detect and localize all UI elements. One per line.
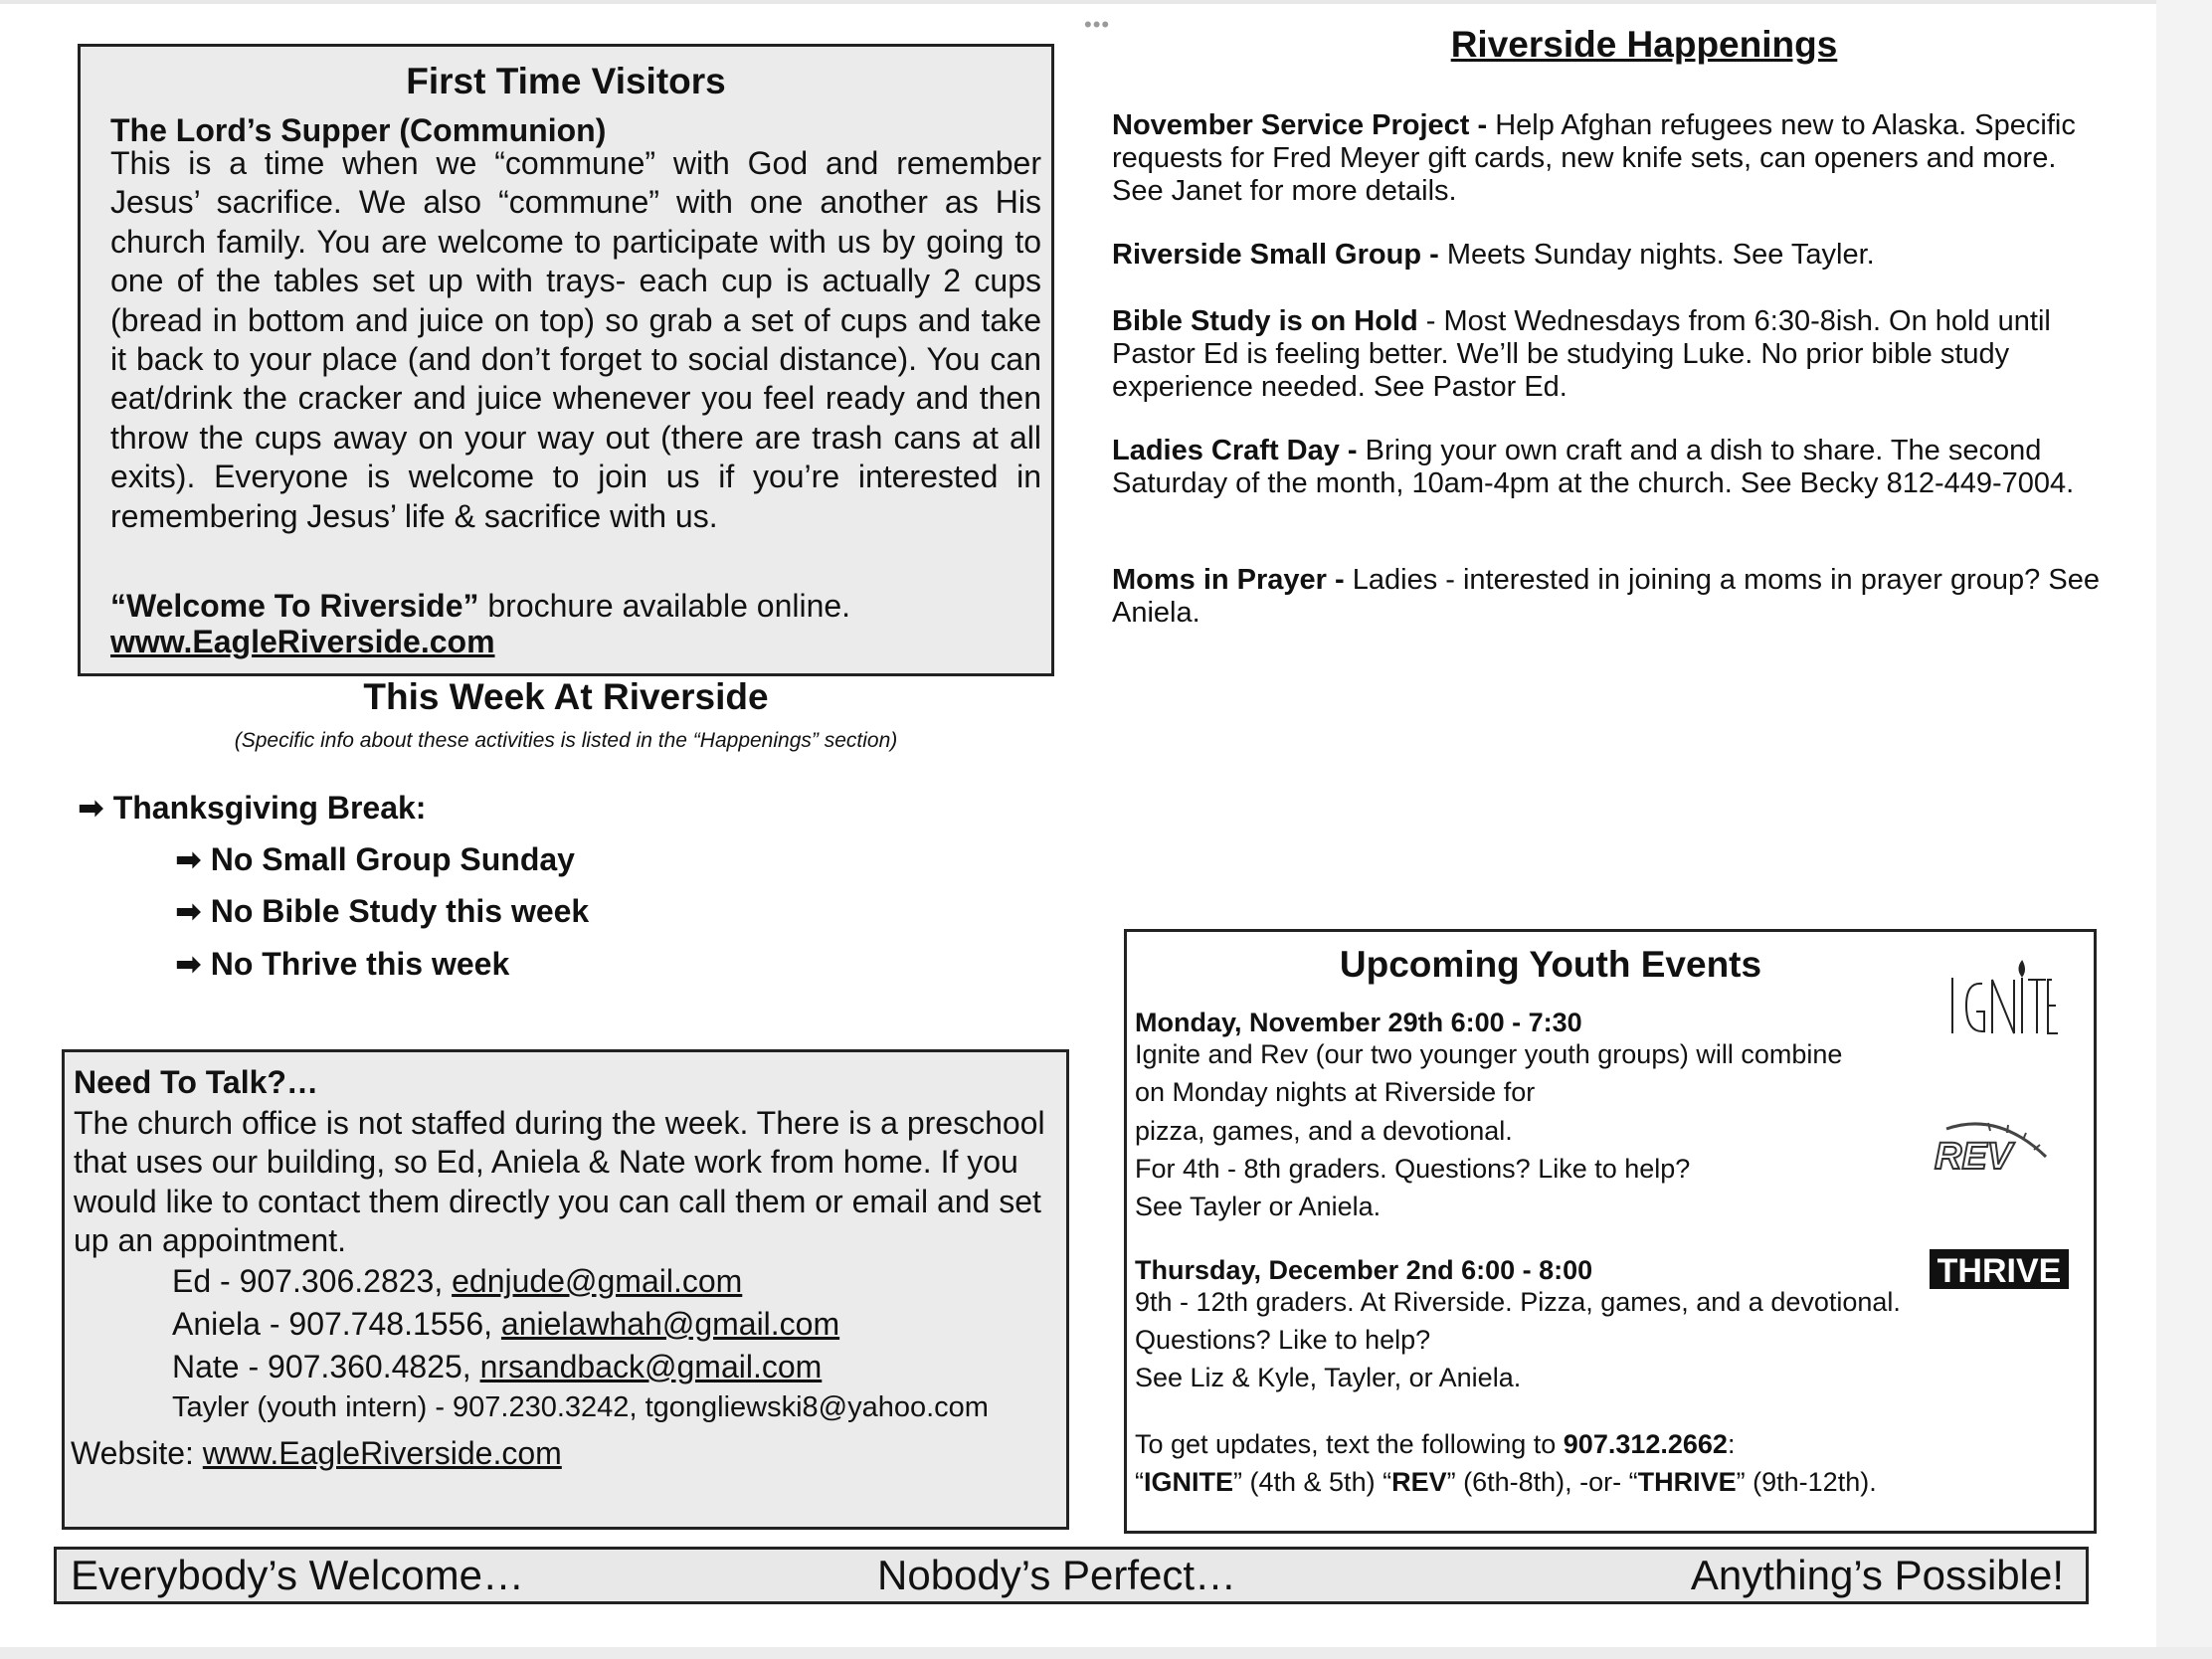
week-item-small-group: ➡ No Small Group Sunday <box>175 841 575 877</box>
arrow-right-icon: ➡ <box>78 790 104 826</box>
happening-service-project: November Service Project - Help Afghan refugees new to Alaska. Specific requests for Fred Meyer gift cards, new knife sets, can openers and more. See Janet for more details. <box>1112 109 2076 207</box>
thrive-logo <box>1929 1245 2070 1293</box>
rev-logo <box>1929 1117 2058 1177</box>
need-to-talk-box <box>62 1049 1069 1530</box>
updates-line: To get updates, text the following to 907.312.2662: <box>1135 1429 1736 1459</box>
footer-center-text: Nobody’s Perfect… <box>877 1552 1237 1598</box>
email-tayler: tgongliewski8@yahoo.com <box>645 1391 989 1423</box>
week-item-thanksgiving: ➡ Thanksgiving Break: <box>78 790 427 826</box>
this-week-title: This Week At Riverside <box>363 676 769 717</box>
arrow-right-icon: ➡ <box>175 893 202 929</box>
talk-website-line: Website: www.EagleRiverside.com <box>71 1435 562 1471</box>
email-link-nate[interactable]: nrsandback@gmail.com <box>479 1349 823 1384</box>
email-link-ed[interactable]: ednjude@gmail.com <box>452 1263 743 1299</box>
right-margin <box>2156 0 2212 1659</box>
week-item-bible-study: ➡ No Bible Study this week <box>175 893 590 929</box>
happening-small-group: Riverside Small Group - Meets Sunday nights. See Tayler. <box>1112 239 1875 271</box>
event1-line: Ignite and Rev (our two younger youth groups) will combine <box>1135 1039 1843 1069</box>
need-to-talk-title: Need To Talk?… <box>74 1064 318 1100</box>
more-options-icon[interactable]: ••• <box>1084 12 1111 37</box>
footer-left-text: Everybody’s Welcome… <box>71 1552 524 1598</box>
talk-website-link[interactable]: www.EagleRiverside.com <box>202 1435 562 1471</box>
happening-moms-in-prayer: Moms in Prayer - Ladies - interested in joining a moms in prayer group? See Aniela. <box>1112 564 2100 629</box>
contact-ed: Ed - 907.306.2823, ednjude@gmail.com <box>172 1263 743 1299</box>
footer-banner <box>54 1547 2089 1604</box>
ignite-logo <box>1931 952 2060 1041</box>
event1-line: See Tayler or Aniela. <box>1135 1192 1382 1221</box>
updates-codes-line: “IGNITE” (4th & 5th) “REV” (6th-8th), -or- “THRIVE” (9th-12th). <box>1135 1467 1877 1497</box>
youth-events-box <box>1124 929 2097 1534</box>
happenings-title: Riverside Happenings <box>1450 24 1838 65</box>
event1-line: pizza, games, and a devotional. <box>1135 1116 1513 1146</box>
svg-text:THRIVE: THRIVE <box>1936 1252 2062 1290</box>
happening-bible-study: Bible Study is on Hold - Most Wednesdays from 6:30-8ish. On hold until Pastor Ed is feeling better. We’ll be studying Luke. No prior bible study experience needed. See Pastor Ed. <box>1112 305 2051 403</box>
youth-events-title: Upcoming Youth Events <box>1339 944 1762 985</box>
this-week-note: (Specific info about these activities is listed in the “Happenings” section) <box>234 729 898 752</box>
event1-line: on Monday nights at Riverside for <box>1135 1077 1536 1107</box>
contact-tayler: Tayler (youth intern) - 907.230.3242, tgongliewski8@yahoo.com <box>172 1391 989 1423</box>
welcome-brochure-line <box>110 588 850 625</box>
welcome-brochure-text: brochure available online. <box>478 588 851 624</box>
event2-line: Questions? Like to help? <box>1135 1325 1431 1355</box>
event1-line: For 4th - 8th graders. Questions? Like to help? <box>1135 1154 1691 1184</box>
visitors-website-link[interactable]: www.EagleRiverside.com <box>110 624 495 659</box>
email-link-aniela[interactable]: anielawhah@gmail.com <box>500 1306 840 1342</box>
event2-heading: Thursday, December 2nd 6:00 - 8:00 <box>1135 1255 1593 1285</box>
welcome-brochure-title: “Welcome To Riverside” <box>110 588 479 624</box>
event2-line: See Liz & Kyle, Tayler, or Aniela. <box>1135 1363 1522 1392</box>
svg-text:REV: REV <box>1935 1136 2013 1177</box>
need-to-talk-paragraph: The church office is not staffed during the week. There is a preschool that uses our building, so Ed, Aniela & Nate work from home. If you would like to contact them directly you can call them or email and set up an appointment. <box>74 1105 1045 1258</box>
event2-line: 9th - 12th graders. At Riverside. Pizza, games, and a devotional. <box>1135 1287 1901 1317</box>
arrow-right-icon: ➡ <box>175 841 202 877</box>
visitors-title: First Time Visitors <box>406 61 726 101</box>
contact-nate: Nate - 907.360.4825, nrsandback@gmail.com <box>172 1349 823 1384</box>
communion-paragraph: This is a time when we “commune” with God and remember Jesus’ sacrifice. We also “commune” with one another as His church family. You are welcome to participate with us by going to one of the tables set up with trays- each cup is actually 2 cups (bread in bottom and juice on top) so grab a set of cups and take it back to your place (and don’t forget to social distance). You can eat/drink the cracker and juice whenever you feel ready and then throw the cups away on your way out (there are trash cans at all exits). Everyone is welcome to join us if you’re interested in remembering Jesus’ life & sacrifice with us. <box>110 145 1041 534</box>
contact-aniela: Aniela - 907.748.1556, anielawhah@gmail.com <box>172 1306 840 1342</box>
week-item-thrive: ➡ No Thrive this week <box>175 946 510 982</box>
footer-right-text: Anything’s Possible! <box>1690 1552 2064 1598</box>
top-edge <box>0 0 2212 4</box>
event1-heading: Monday, November 29th 6:00 - 7:30 <box>1135 1008 1582 1037</box>
happening-craft-day: Ladies Craft Day - Bring your own craft and a dish to share. The second Saturday of the month, 10am-4pm at the church. See Becky 812-449-7004. <box>1112 435 2075 499</box>
arrow-right-icon: ➡ <box>175 946 202 982</box>
communion-heading: The Lord’s Supper (Communion) <box>110 112 607 148</box>
bottom-edge <box>0 1647 2212 1659</box>
first-time-visitors-box <box>78 44 1054 676</box>
